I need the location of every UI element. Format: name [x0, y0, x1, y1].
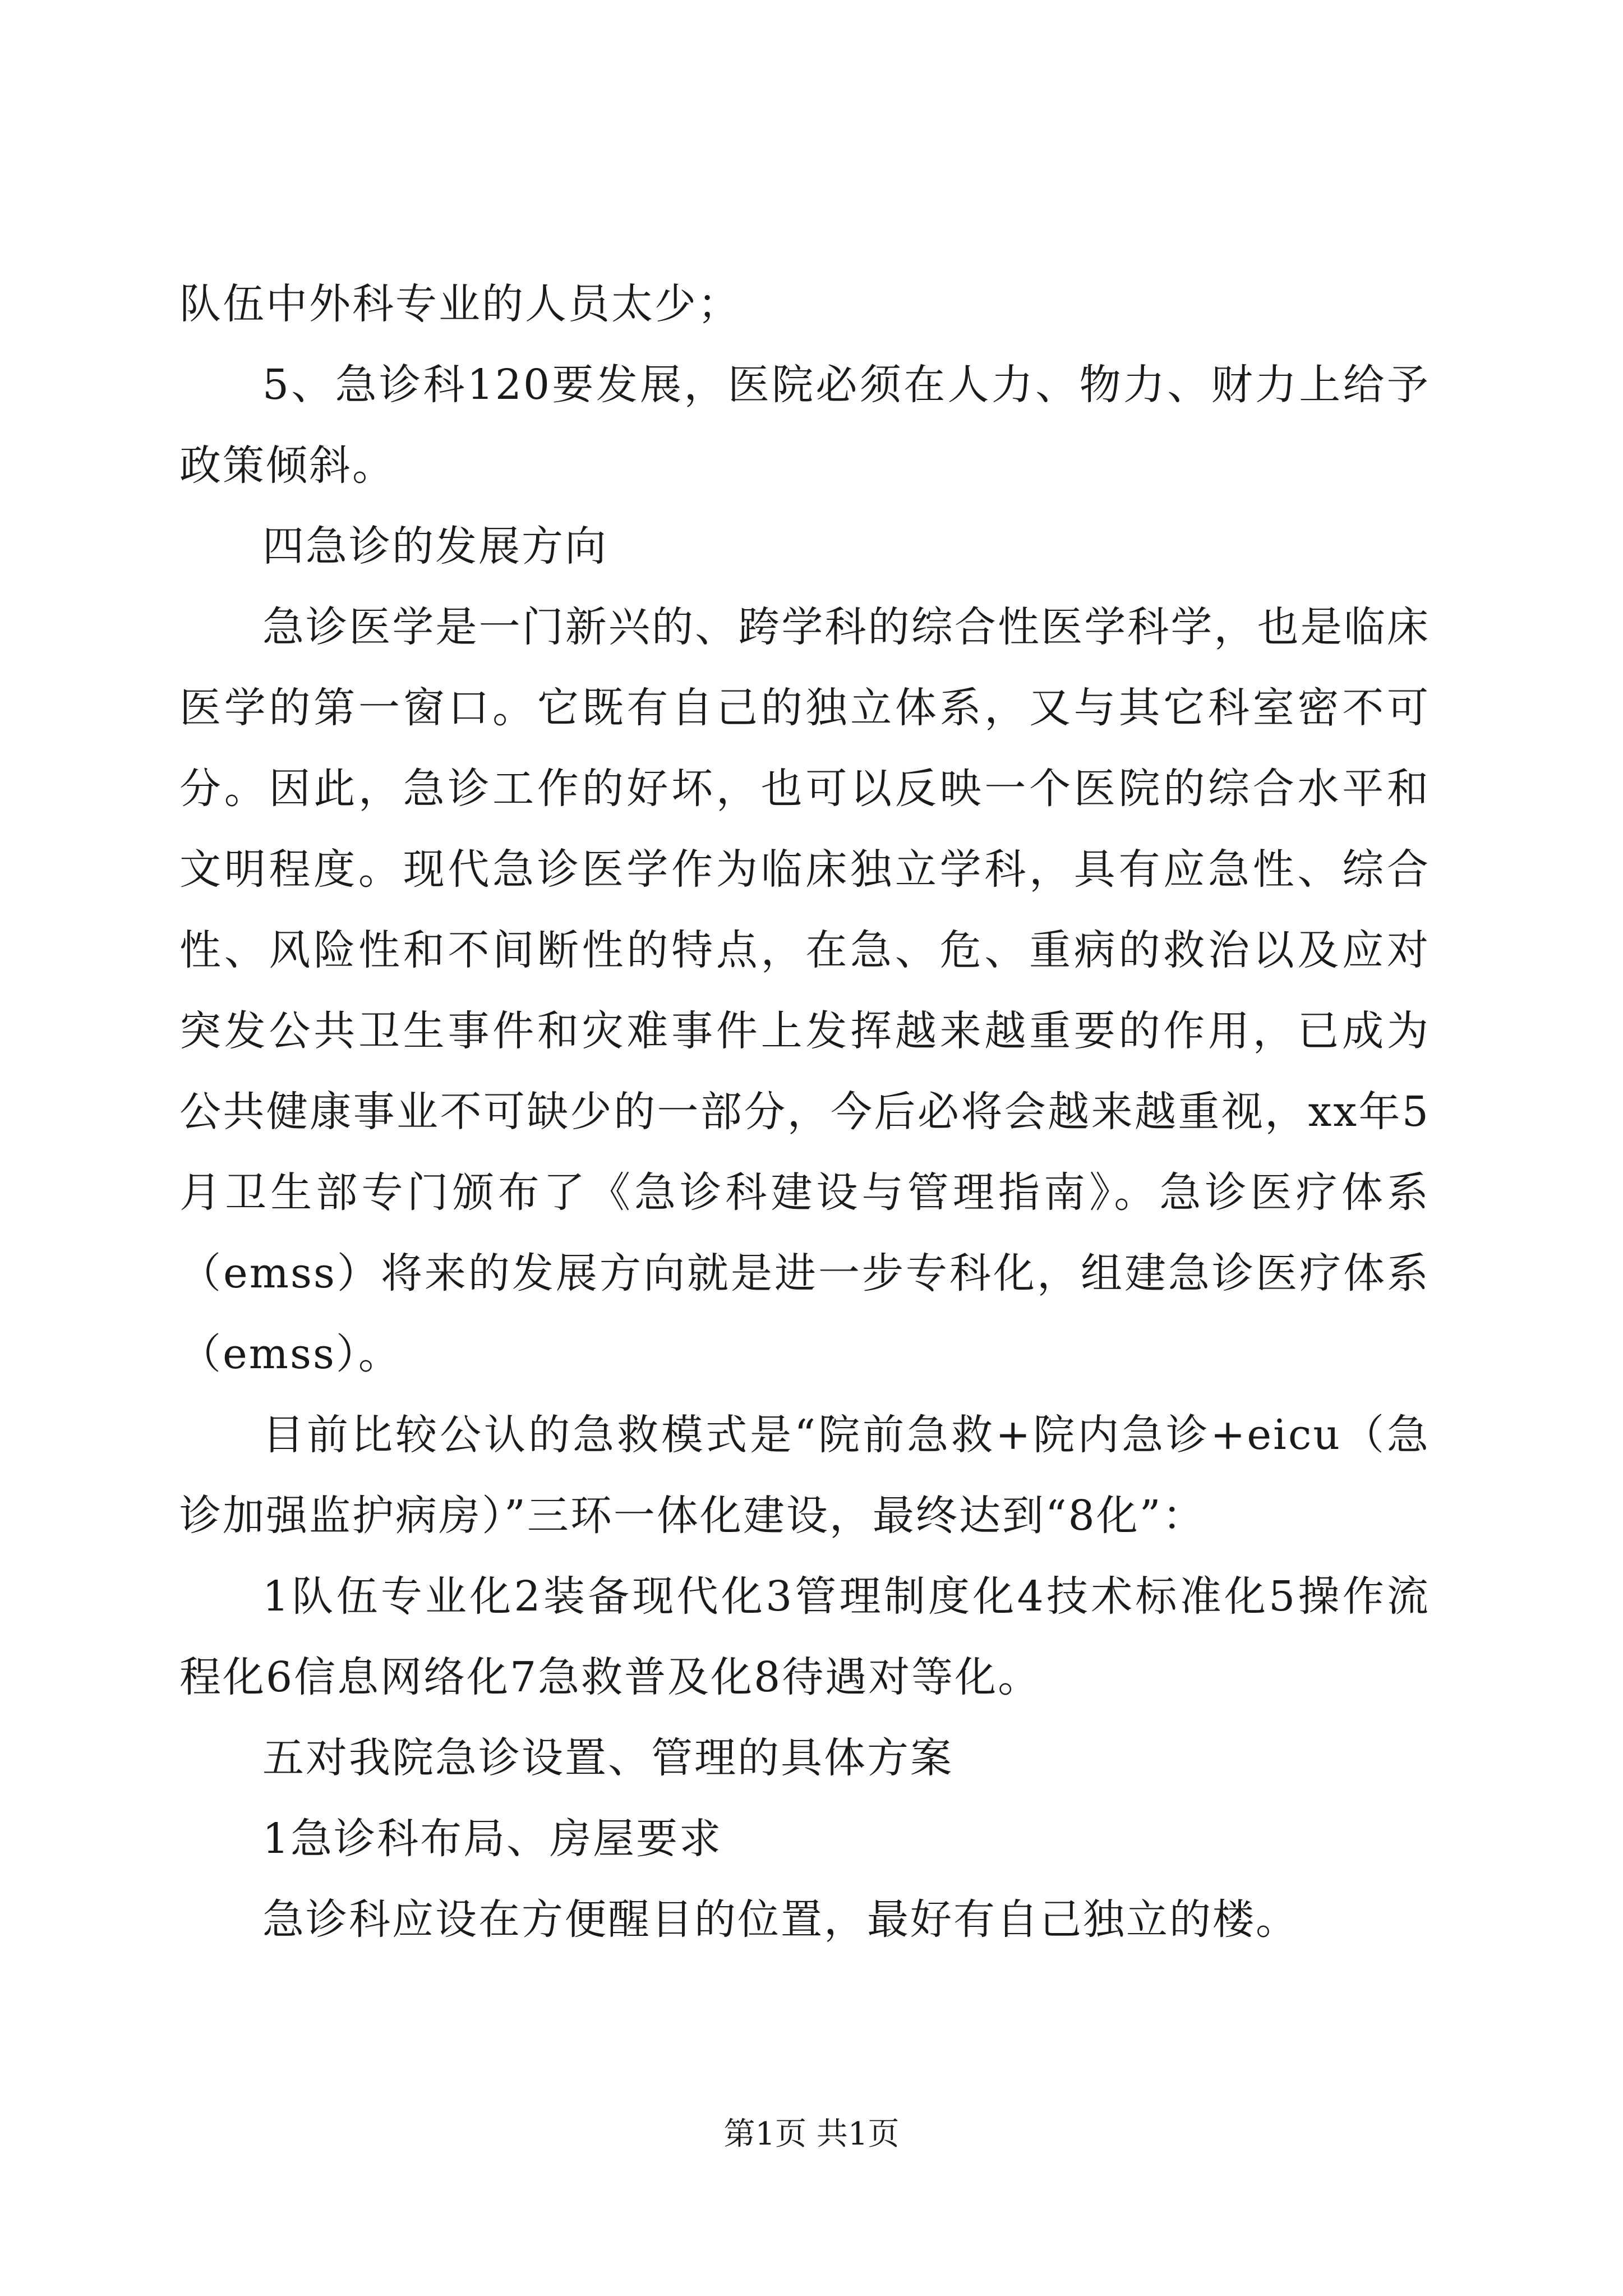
- section-heading-4: 四急诊的发展方向: [262, 522, 608, 570]
- paragraph-continuation: 队伍中外科专业的人员太少；: [179, 280, 741, 328]
- section-heading-5: 五对我院急诊设置、管理的具体方案: [262, 1734, 953, 1782]
- page-footer: [0, 2115, 1623, 2154]
- paragraph-eight-goals: 1队伍专业化2装备现代化3管理制度化4技术标准化5操作流程化6信息网络化7急救普及化8待遇对等化。: [179, 1572, 1430, 1701]
- paragraph-emergency-medicine: 急诊医学是一门新兴的、跨学科的综合性医学科学，也是临床医学的第一窗口。它既有自己的独立体系，又与其它科室密不可分。因此，急诊工作的好坏，也可以反映一个医院的综合水平和文明程度。现代急诊医学作为临床独立学科，具有应急性、综合性、风险性和不间断性的特点，在急、危、重病的救治以及应对突发公共卫生事件和灾难事件上发挥越来越重要的作用，已成为公共健康事业不可缺少的一部分，今后必将会越来越重视，xx年5月卫生部专门颁布了《急诊科建设与管理指南》。急诊医疗体系（emss）将来的发展方向就是进一步专科化，组建急诊医疗体系（emss）。: [179, 603, 1430, 1378]
- paragraph-location: 急诊科应设在方便醒目的位置，最好有自己独立的楼。: [262, 1895, 1299, 1944]
- paragraph-rescue-model: 目前比较公认的急救模式是“院前急救+院内急诊+eicu（急诊加强监护病房）”三环一体化建设，最终达到“8化”：: [179, 1411, 1430, 1540]
- page-number-label: 第1页 共1页: [723, 2116, 900, 2152]
- paragraph-item-5: 5、急诊科120要发展，医院必须在人力、物力、财力上给予政策倾斜。: [179, 361, 1430, 490]
- document-body: [179, 264, 1430, 1960]
- subheading-layout: 1急诊科布局、房屋要求: [262, 1815, 723, 1863]
